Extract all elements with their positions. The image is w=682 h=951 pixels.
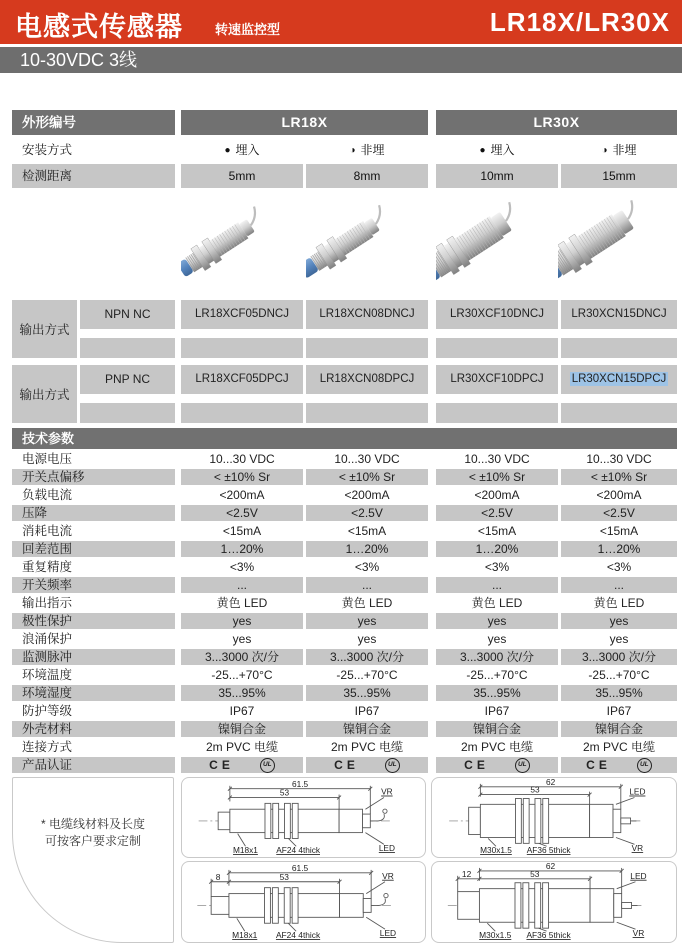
tech-value-cell: <2.5V [561, 505, 677, 521]
model-number-cell [561, 365, 677, 394]
tech-value-cell: 35...95% [436, 685, 558, 701]
tech-value-cell: 35...95% [306, 685, 428, 701]
sensor-photo-4 [558, 188, 680, 296]
group-header-lr18x: LR18X [181, 110, 428, 135]
tech-value-cell [181, 757, 303, 773]
tech-value-cell: ... [436, 577, 558, 593]
table-header-row [0, 110, 682, 135]
tech-row-label: 消耗电流 [22, 524, 73, 538]
tech-row-3 [0, 486, 682, 504]
cert-icons [561, 757, 677, 773]
tech-value-cell: 镍铜合金 [561, 721, 677, 737]
tech-row-13 [0, 666, 682, 684]
drawing-box-lr18x-nonflush [181, 861, 426, 943]
tech-value-cell: <200mA [344, 488, 390, 502]
svg-text:M30x1.5: M30x1.5 [480, 845, 512, 856]
tech-value-cell: yes [306, 613, 428, 629]
tech-row-label: 外壳材料 [12, 721, 175, 737]
drawing-box-lr30x-nonflush [431, 861, 677, 943]
tech-row-15 [0, 702, 682, 720]
tech-value-cell: 2m PVC 电缆 [205, 740, 278, 754]
output-block-npn [0, 300, 682, 358]
install-option-label: 非埋 [360, 143, 385, 157]
tech-value-cell: yes [181, 613, 303, 629]
tech-value-cell: 3...3000 次/分 [181, 649, 303, 665]
tech-value-cell: <15mA [599, 524, 639, 538]
flush-icon: ● [479, 145, 486, 156]
svg-text:VR: VR [632, 928, 645, 939]
svg-text:53: 53 [530, 784, 540, 795]
output-strip-cell [436, 403, 558, 423]
tech-value-cell: < ±10% Sr [561, 469, 677, 485]
svg-text:61.5: 61.5 [292, 778, 309, 789]
svg-text:M30x1.5: M30x1.5 [479, 930, 512, 941]
product-images-row [0, 188, 682, 298]
flush-icon: ● [224, 145, 231, 156]
drawing-box-lr30x-flush [431, 777, 677, 858]
distance-value-2: 8mm [306, 164, 428, 188]
tech-value-cell: -25...+70°C [588, 668, 650, 682]
tech-row-10 [0, 612, 682, 630]
tech-row-label: 防护等级 [22, 704, 73, 718]
tech-value-cell: 黄色 LED [216, 596, 268, 610]
drawing-lr30x-flush [432, 778, 676, 857]
output-mode-label: 输出方式 [12, 365, 77, 423]
tech-value-cell: <3% [354, 560, 380, 574]
tech-value-cell: -25...+70°C [466, 668, 528, 682]
tech-value-cell: <15mA [222, 524, 262, 538]
cable-note [13, 816, 173, 850]
cert-icons [306, 757, 428, 773]
svg-text:53: 53 [279, 787, 290, 798]
model-number-cell: LR18XCN08DNCJ [306, 300, 428, 329]
tech-value-cell: <2.5V [306, 505, 428, 521]
output-strip-cell [561, 338, 677, 358]
output-type-npn: NPN NC [80, 300, 175, 329]
svg-text:VR: VR [381, 786, 393, 797]
model-number-cell: LR18XCF05DNCJ [181, 300, 303, 329]
tech-row-label: 极性保护 [12, 613, 175, 629]
cable-note-line2: 可按客户要求定制 [44, 834, 141, 848]
tech-value-cell: <3% [229, 560, 255, 574]
svg-text:M18x1: M18x1 [233, 845, 258, 856]
sensor-photo-3 [436, 188, 558, 296]
output-strip-cell [181, 403, 303, 423]
output-strip-cell [80, 338, 175, 358]
tech-value-cell [436, 757, 558, 773]
tech-row-12 [0, 648, 682, 666]
tech-row-1 [0, 450, 682, 468]
tech-value-cell: yes [609, 632, 629, 646]
output-type-pnp: PNP NC [80, 365, 175, 394]
model-number-cell: LR30XCF10DPCJ [436, 365, 558, 394]
svg-text:12: 12 [461, 868, 472, 879]
svg-text:LED: LED [378, 843, 395, 854]
ul-icon: UL [515, 758, 530, 773]
svg-text:LED: LED [629, 786, 646, 797]
tech-row-6 [0, 540, 682, 558]
output-mode-label: 输出方式 [12, 300, 77, 358]
tech-value-cell [306, 757, 428, 773]
install-option-3 [436, 138, 558, 162]
model-number-cell: LR18XCF05DPCJ [181, 365, 303, 394]
ce-icon: CE [464, 758, 489, 772]
svg-text:AF36 5thick: AF36 5thick [526, 930, 571, 941]
tech-value-cell: 35...95% [561, 685, 677, 701]
tech-value-cell: 1…20% [561, 541, 677, 557]
tech-value-cell: <2.5V [181, 505, 303, 521]
tech-value-cell: 镍铜合金 [436, 721, 558, 737]
page-title: 电感式传感器 [15, 12, 183, 42]
drawing-lr18x-nonflush [182, 862, 425, 942]
tech-value-cell: IP67 [354, 704, 380, 718]
ce-icon: CE [209, 758, 234, 772]
tech-value-cell: 镍铜合金 [306, 721, 428, 737]
tech-value-cell [561, 757, 677, 773]
tech-value-cell: <200mA [219, 488, 265, 502]
model-number-cell: LR30XCF10DNCJ [436, 300, 558, 329]
tech-row-label: 环境湿度 [12, 685, 175, 701]
tech-value-cell: 黄色 LED [471, 596, 523, 610]
tech-value-cell: <200mA [596, 488, 642, 502]
tech-row-14 [0, 684, 682, 702]
tech-value-cell: 镍铜合金 [181, 721, 303, 737]
tech-value-cell: ... [561, 577, 677, 593]
tech-row-label: 负载电流 [22, 488, 73, 502]
install-option-label: 埋入 [235, 143, 260, 157]
svg-text:VR: VR [382, 870, 394, 881]
tech-row-11 [0, 630, 682, 648]
tech-value-cell: 黄色 LED [593, 596, 645, 610]
cert-icons [181, 757, 303, 773]
sensor-photo-2 [306, 188, 428, 296]
tech-row-label: 连接方式 [22, 740, 73, 754]
tech-value-cell: <200mA [474, 488, 520, 502]
tech-value-cell: <2.5V [436, 505, 558, 521]
tech-value-cell: 3...3000 次/分 [561, 649, 677, 665]
tech-row-2 [0, 468, 682, 486]
tech-value-cell: 1…20% [181, 541, 303, 557]
cable-note-panel [12, 777, 174, 943]
tech-row-label: 回差范围 [12, 541, 175, 557]
tech-row-label: 监测脉冲 [12, 649, 175, 665]
distance-value-1: 5mm [181, 164, 303, 188]
install-row-label: 安装方式 [22, 143, 73, 157]
model-number-cell: LR18XCN08DPCJ [306, 365, 428, 394]
tech-value-cell: -25...+70°C [336, 668, 398, 682]
ul-icon: UL [385, 758, 400, 773]
tech-value-cell: <15mA [347, 524, 387, 538]
svg-text:8: 8 [215, 871, 221, 882]
page-header [0, 0, 682, 44]
output-strip-cell [306, 338, 428, 358]
tech-value-cell: <15mA [477, 524, 517, 538]
tech-value-cell: IP67 [484, 704, 510, 718]
distance-value-4: 15mm [561, 164, 677, 188]
tech-value-cell: IP67 [606, 704, 632, 718]
tech-value-cell: yes [487, 632, 507, 646]
svg-text:AF24 4thick: AF24 4thick [276, 845, 321, 856]
tech-row-8 [0, 576, 682, 594]
install-option-2 [306, 138, 428, 162]
tech-row-17 [0, 738, 682, 756]
output-block-pnp [0, 365, 682, 423]
tech-row-18 [0, 756, 682, 774]
svg-text:AF24 4thick: AF24 4thick [275, 930, 321, 941]
svg-text:LED: LED [379, 928, 397, 939]
tech-value-cell: 10...30 VDC [209, 452, 275, 466]
drawing-lr18x-flush [182, 778, 425, 857]
tech-value-cell: 黄色 LED [341, 596, 393, 610]
tech-row-label: 浪涌保护 [22, 632, 73, 646]
semi-flush-icon: ◑ [601, 145, 608, 156]
model-number: LR18X/LR30X [489, 7, 670, 37]
tech-row-label: 重复精度 [22, 560, 73, 574]
tech-value-cell: IP67 [229, 704, 255, 718]
tech-row-label: 环境温度 [22, 668, 73, 682]
tech-value-cell: 2m PVC 电缆 [460, 740, 533, 754]
tech-row-5 [0, 522, 682, 540]
tech-value-cell: yes [436, 613, 558, 629]
lr18x-drawings-panel [181, 777, 426, 943]
svg-text:61.5: 61.5 [291, 862, 309, 873]
highlighted-model: LR30XCN15DPCJ [571, 373, 667, 385]
install-option-4 [561, 138, 677, 162]
voltage-bar: 10-30VDC 3线 [0, 47, 682, 73]
lr30x-drawings-panel [431, 777, 677, 943]
tech-row-label: 产品认证 [12, 757, 175, 773]
shape-number-header: 外形编号 [12, 110, 175, 135]
svg-text:62: 62 [545, 778, 556, 787]
svg-text:53: 53 [530, 868, 540, 879]
tech-value-cell: 10...30 VDC [464, 452, 530, 466]
tech-row-label: 开关点偏移 [12, 469, 175, 485]
tech-row-4 [0, 504, 682, 522]
tech-value-cell: 1…20% [436, 541, 558, 557]
tech-row-label: 电源电压 [22, 452, 73, 466]
tech-value-cell: ... [181, 577, 303, 593]
tech-row-label: 压降 [12, 505, 175, 521]
tech-params-header: 技术参数 [12, 428, 677, 449]
tech-value-cell: 10...30 VDC [586, 452, 652, 466]
tech-value-cell: yes [232, 632, 252, 646]
tech-value-cell: ... [306, 577, 428, 593]
tech-value-cell: 10...30 VDC [334, 452, 400, 466]
tech-value-cell: yes [561, 613, 677, 629]
tech-value-cell: <3% [606, 560, 632, 574]
svg-text:VR: VR [631, 843, 644, 854]
install-option-1 [181, 138, 303, 162]
output-strip-cell [306, 403, 428, 423]
tech-row-label: 输出指示 [22, 596, 73, 610]
tech-value-cell: < ±10% Sr [181, 469, 303, 485]
cert-icons [436, 757, 558, 773]
ul-icon: UL [637, 758, 652, 773]
drawing-lr30x-nonflush [432, 862, 676, 942]
svg-text:62: 62 [545, 862, 556, 871]
tech-value-cell: 35...95% [181, 685, 303, 701]
tech-value-cell: 3...3000 次/分 [306, 649, 428, 665]
tech-row-9 [0, 594, 682, 612]
distance-row-label: 检测距离 [12, 164, 175, 188]
install-option-label: 非埋 [612, 143, 637, 157]
tech-value-cell: 3...3000 次/分 [436, 649, 558, 665]
distance-row [0, 164, 682, 188]
tech-value-cell: < ±10% Sr [306, 469, 428, 485]
tech-value-cell: <3% [484, 560, 510, 574]
distance-value-3: 10mm [436, 164, 558, 188]
output-strip-cell [181, 338, 303, 358]
cable-note-line1: * 电缆线材料及长度 [40, 817, 145, 831]
output-strip-cell [561, 403, 677, 423]
tech-value-cell: yes [357, 632, 377, 646]
tech-value-cell: -25...+70°C [211, 668, 273, 682]
tech-value-cell: 2m PVC 电缆 [582, 740, 655, 754]
page-subtitle: 转速监控型 [215, 22, 281, 37]
svg-text:LED: LED [630, 870, 647, 881]
ce-icon: CE [334, 758, 359, 772]
svg-text:M18x1: M18x1 [232, 930, 258, 941]
model-number-cell: LR30XCN15DNCJ [561, 300, 677, 329]
ce-icon: CE [586, 758, 611, 772]
sensor-photo-1 [181, 188, 303, 296]
semi-flush-icon: ◑ [349, 145, 356, 156]
tech-row-7 [0, 558, 682, 576]
group-header-lr30x: LR30X [436, 110, 677, 135]
tech-row-label: 开关频率 [12, 577, 175, 593]
install-row [0, 138, 682, 162]
install-option-label: 埋入 [490, 143, 515, 157]
ul-icon: UL [260, 758, 275, 773]
drawing-box-lr18x-flush [181, 777, 426, 858]
tech-value-cell: 1…20% [306, 541, 428, 557]
svg-text:AF36 5thick: AF36 5thick [526, 845, 571, 856]
tech-row-16 [0, 720, 682, 738]
output-strip-cell [436, 338, 558, 358]
tech-value-cell: 2m PVC 电缆 [330, 740, 403, 754]
svg-text:53: 53 [279, 871, 289, 882]
output-strip-cell [80, 403, 175, 423]
tech-value-cell: < ±10% Sr [436, 469, 558, 485]
